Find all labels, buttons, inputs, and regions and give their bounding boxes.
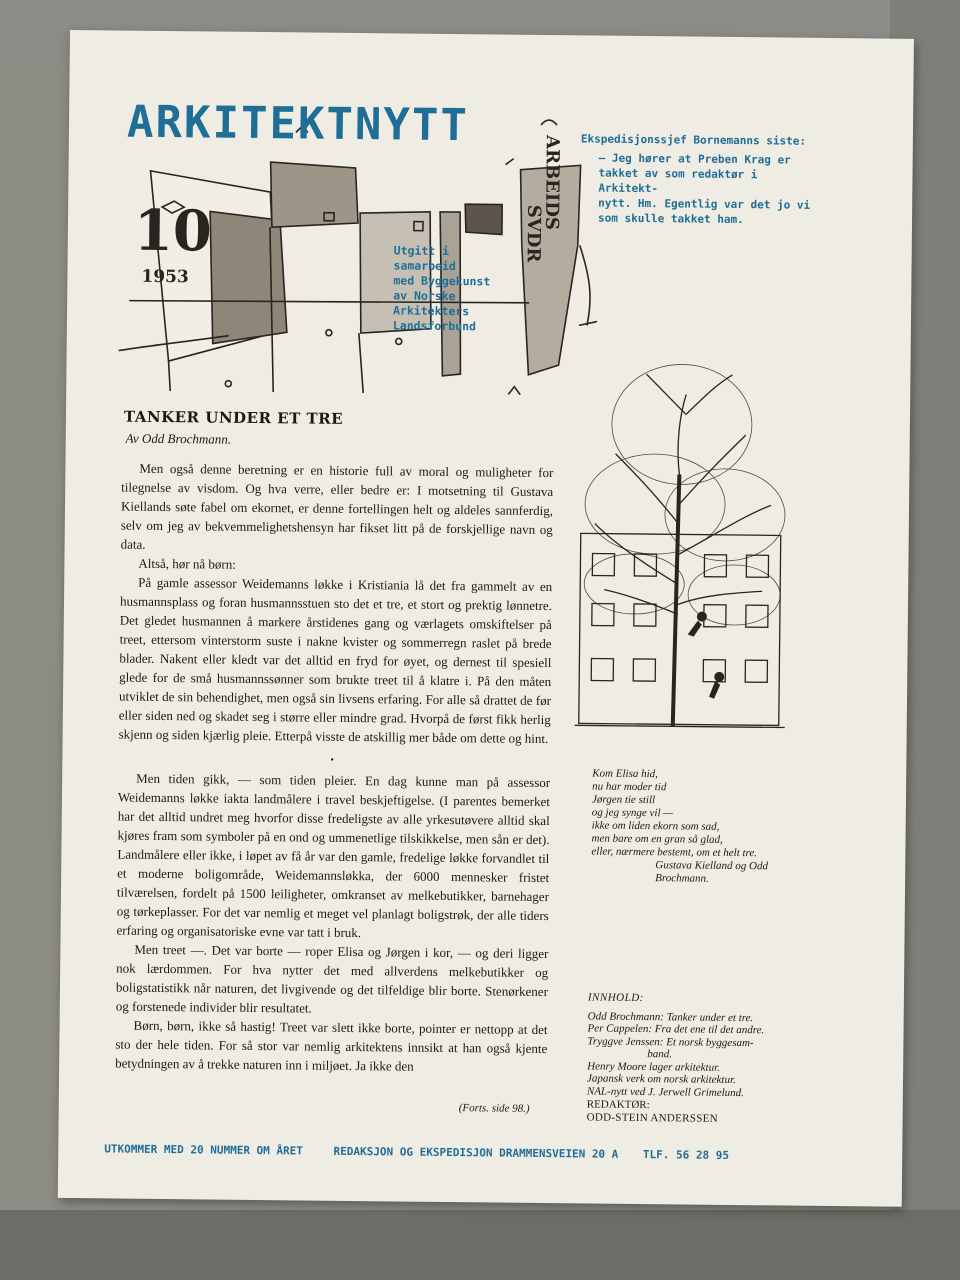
- quote-line: — Jeg hører at Preben Krag er: [598, 151, 791, 167]
- publisher-line: Arkitekters: [393, 303, 470, 319]
- publisher-note: [393, 243, 524, 334]
- contents-item: Tryggve Jenssen: Et norsk byggesam-: [587, 1034, 754, 1049]
- publisher-line: samarbeid: [393, 258, 456, 274]
- poem-attribution: Gustava Kielland og Odd: [655, 859, 769, 873]
- article-title: TANKER UNDER ET TRE: [123, 407, 344, 428]
- background-bottom: [0, 1210, 960, 1280]
- editor-name: ODD-STEIN ANDERSSEN: [586, 1110, 718, 1125]
- issue-number: 10: [133, 197, 213, 265]
- article-paragraph: Men også denne beretning er en historie full av moral og muligheter for tilegnelse av visdom. Og hva verre, eller bedre er: I motsetning til Gustava Kiellands søte fabel om ekornet, er denne fortellingen helt og aldeles sannferdig, selv om jeg av bekvemmelighetshensyn har fikset litt på de forskjellige navn og data.: [120, 460, 554, 552]
- article-byline: Av Odd Brochmann.: [125, 430, 232, 447]
- quote-body: [580, 150, 821, 228]
- issue-year: 1953: [141, 266, 189, 288]
- poem-line: og jeg synge vil —: [591, 806, 674, 820]
- publisher-line: med Byggekunst: [393, 273, 491, 289]
- publisher-line: Utgitt i: [393, 243, 450, 258]
- article-body-part2: [115, 769, 550, 1078]
- quote-line: som skulle takket ham.: [597, 211, 744, 227]
- contents-item: band.: [647, 1048, 673, 1061]
- quote-box: [580, 131, 821, 228]
- magazine-page: [58, 30, 914, 1207]
- svg-text:SVDR: SVDR: [522, 204, 545, 263]
- contents-heading: INNHOLD:: [587, 991, 644, 1005]
- table-of-contents: [587, 991, 808, 1125]
- contents-item: Japansk verk om norsk arkitektur.: [586, 1072, 736, 1087]
- poem-line: men bare om en gran så glad,: [591, 832, 723, 846]
- publisher-line: Landsforbund: [392, 318, 477, 334]
- publisher-line: av Norske: [393, 288, 456, 304]
- poem-line: ikke om liden ekorn som sad,: [591, 819, 720, 833]
- poem-attribution: Brochmann.: [655, 872, 709, 885]
- footer-phone: TLF. 56 28 95: [642, 1148, 730, 1162]
- article-paragraph: Altså, hør nå børn:: [138, 555, 236, 572]
- poem-line: eller, nærmere bestemt, om et helt tre.: [591, 845, 758, 860]
- contents-item: Henry Moore lager arkitektur.: [587, 1059, 721, 1074]
- contents-item: Per Cappelen: Fra det ene til det andre.: [587, 1022, 765, 1037]
- footer-frequency: UTKOMMER MED 20 NUMMER OM ÅRET: [104, 1142, 304, 1158]
- poem-line: Kom Elisa hid,: [592, 767, 659, 781]
- poem-line: Jørgen tie still: [591, 793, 656, 807]
- article-paragraph: Børn, børn, ikke så hastig! Treet var slett ikke borte, pointer er nettopp at det sto der hele tiden. For så stor var nemlig arkitektens innsikt at han også kjente betydningen av å trekke naturen inn i miljøet. Ja ikke den: [115, 1017, 548, 1074]
- quote-heading: Ekspedisjonssjef Bornemanns siste:: [580, 132, 807, 148]
- editor-label: REDAKTØR:: [586, 1098, 650, 1112]
- poem-line: nu har moder tid: [592, 780, 667, 794]
- poem: [591, 768, 802, 887]
- tree-illustration: [573, 353, 791, 735]
- continued-note: (Forts. side 98.): [458, 1102, 530, 1115]
- page-footer: [104, 1142, 804, 1162]
- quote-line: nytt. Hm. Egentlig var det jo vi: [598, 196, 811, 212]
- article-paragraph: På gamle assessor Weidemanns løkke i Kristiania lå det fra gammelt av en husmannsplass og foran husmannsstuen sto det et tre, et stort og prektig lønnetre. Det gledet husmannen å markere årstidenes gang og værlagets omskiftelser på treet, ettersom vinterstorm suste i nakne kvister og sommerregn raslet på brede blader. Nakent eller kledt var det alltid en fryd for øyet, og dernest til spesiell glede for de små husmannssønner som brukte treet til å klatre i. På den måten utviklet de sin behendighet, men også sin livsens erfaring. For alle så drattet de før eller siden ned og skadet seg i større eller mindre grad. Hvorpå de først fikk herlig skjenn og siden kjærlig pleie. Etterpå visste de atskillig mer både om dette og hint.: [118, 574, 553, 747]
- article-paragraph: Men tiden gikk, — som tiden pleier. En dag kunne man på assessor Weidemanns løkke iakta landmålere i travel beskjeftigelse. (I parentes bemerket har det alltid undret meg hvorfor disse fredeligste av alle yrkesutøvere alltid skal kjøres fram som symboler på en ond og ummenetlige tilskikkelse, men sån er det). Landmålere eller ikke, i løpet av få år var den gamle, fredelige løkke forvandlet til et moderne boligområde, Weidemannsløkka, der 6000 mennesker fristet tilværelsen, fordelt på 1500 leiligheter, omkranset av melkebutikker, barnehager og tørkeplasser. For det var nemlig et meget vel planlagt boligstrøk, der alle tiders erfaring og organisatoriske evne var tatt i bruk.: [116, 770, 551, 941]
- masthead-title: ARKITEKTNYTT: [126, 96, 470, 152]
- contents-item: Odd Brochmann: Tanker under et tre.: [587, 1009, 754, 1024]
- contents-item: NAL-nytt ved J. Jerwell Grimelund.: [586, 1084, 745, 1099]
- section-separator: •: [330, 754, 334, 766]
- article-paragraph: Men treet —. Det var borte — roper Elisa og Jørgen i kor, — og deri ligger nok lærdommen. For hva nytter det med allverdens melkebutikker og boligstatistikk når naturen, det livgivende og det tilfeldige blir borte. Stenørkener og forstenede individer blir resultatet.: [115, 941, 549, 1016]
- svg-text:ARBEIDS: ARBEIDS: [540, 134, 563, 231]
- article-body-part1: [119, 459, 554, 749]
- quote-line: takket av som redaktør i Arkitekt-: [598, 166, 758, 196]
- footer-address: REDAKSJON OG EKSPEDISJON DRAMMENSVEIEN 20 A: [333, 1144, 619, 1161]
